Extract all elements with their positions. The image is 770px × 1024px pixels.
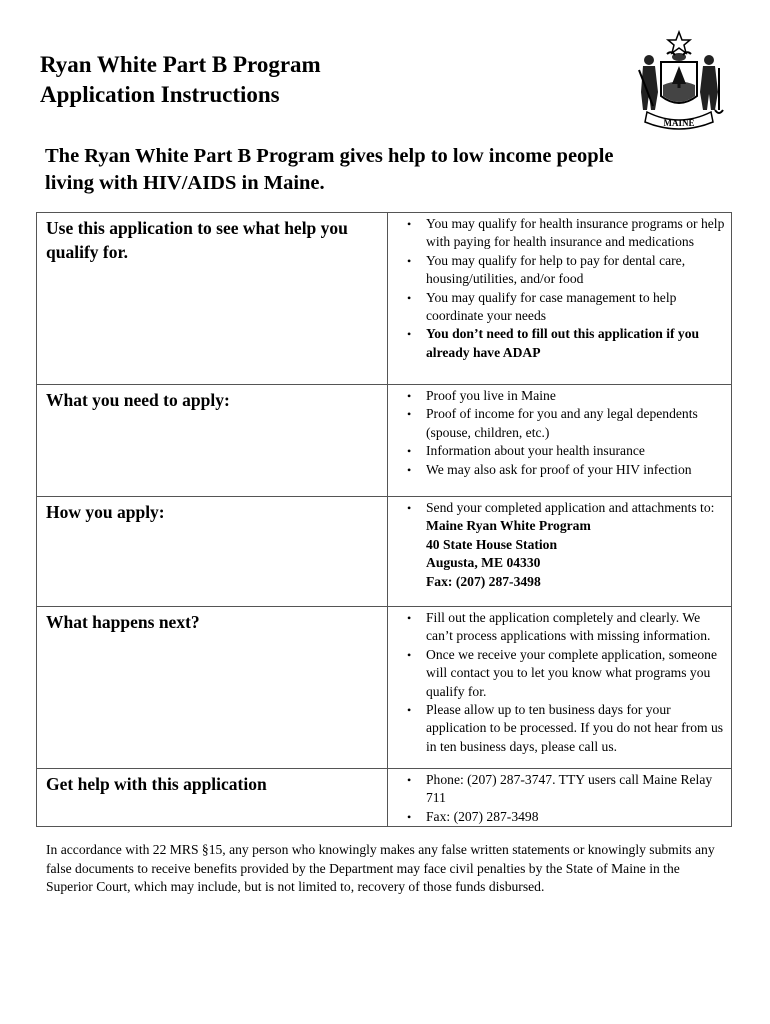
address-line: Maine Ryan White Program (426, 518, 591, 534)
row-label-cell (37, 213, 388, 385)
list-item: • You may qualify for health insurance programs or help with paying for health insurance and medications (394, 215, 725, 252)
table-row (37, 497, 732, 607)
list-item: • Once we receive your complete application, someone will contact you to let you know what programs you qualify for. (394, 646, 725, 701)
bullet-list (394, 771, 725, 826)
table-row (37, 385, 732, 497)
subtitle-line-2: living with HIV/AIDS in Maine. (45, 172, 325, 194)
row-label-cell (37, 497, 388, 607)
row-label: How you apply: (46, 502, 165, 522)
list-item: • Please allow up to ten business days for your application to be processed. If you do not hear from us in ten business days, please call us. (394, 701, 725, 756)
send-instruction: Send your completed application and attachments to: (426, 500, 715, 515)
row-label: What you need to apply: (46, 390, 230, 410)
title-line-2: Application Instructions (40, 82, 280, 107)
row-detail-cell (388, 213, 732, 385)
maine-state-seal-icon (633, 30, 725, 134)
address-fax: Fax: (207) 287-3498 (426, 573, 541, 589)
bullet-list (394, 215, 725, 362)
bullet-list (394, 499, 725, 591)
row-label: Get help with this application (46, 774, 267, 794)
row-detail-cell (388, 497, 732, 607)
adap-note: You don’t need to fill out this application if you already have ADAP (426, 326, 700, 360)
list-item: • Phone: (207) 287-3747. TTY users call Maine Relay 711 (394, 771, 725, 808)
subtitle-line-1: The Ryan White Part B Program gives help to low income people (45, 145, 614, 167)
address-line: Augusta, ME 04330 (426, 555, 541, 571)
title-line-1: Ryan White Part B Program (40, 52, 321, 77)
row-label: What happens next? (46, 612, 200, 632)
list-item: • We may also ask for proof of your HIV infection (394, 461, 725, 479)
list-item: • You may qualify for case management to help coordinate your needs (394, 289, 725, 326)
list-item: • Fax: (207) 287-3498 (394, 808, 725, 826)
row-detail-cell (388, 607, 732, 769)
row-label-cell (37, 769, 388, 827)
table-row (37, 769, 732, 827)
row-label: Use this application to see what help you qualify for. (46, 218, 348, 262)
table-row (37, 607, 732, 769)
address-line: 40 State House Station (426, 536, 558, 552)
table-row (37, 213, 732, 385)
seal-banner-text: MAINE (663, 118, 695, 128)
list-item: • Information about your health insurance (394, 442, 725, 460)
list-item: • You may qualify for help to pay for dental care, housing/utilities, and/or food (394, 252, 725, 289)
program-description (45, 143, 705, 197)
row-detail-cell (388, 769, 732, 827)
instructions-table (36, 212, 732, 827)
row-detail-cell (388, 385, 732, 497)
list-item: • Proof of income for you and any legal dependents (spouse, children, etc.) (394, 405, 725, 442)
list-item (394, 499, 725, 591)
row-label-cell (37, 385, 388, 497)
row-label-cell (37, 607, 388, 769)
list-item: • Fill out the application completely and clearly. We can’t process applications with missing information. (394, 609, 725, 646)
legal-disclaimer: In accordance with 22 MRS §15, any person who knowingly makes any false written statements or knowingly submits any false documents to receive benefits provided by the Department may face civil penalties by the State of Maine in the Superior Court, which may include, but is not limited to, recovery of those funds disbursed. (46, 842, 715, 895)
page-title (40, 50, 321, 110)
bullet-list (394, 387, 725, 479)
bullet-list (394, 609, 725, 756)
list-item: • Proof you live in Maine (394, 387, 725, 405)
list-item (394, 325, 725, 362)
